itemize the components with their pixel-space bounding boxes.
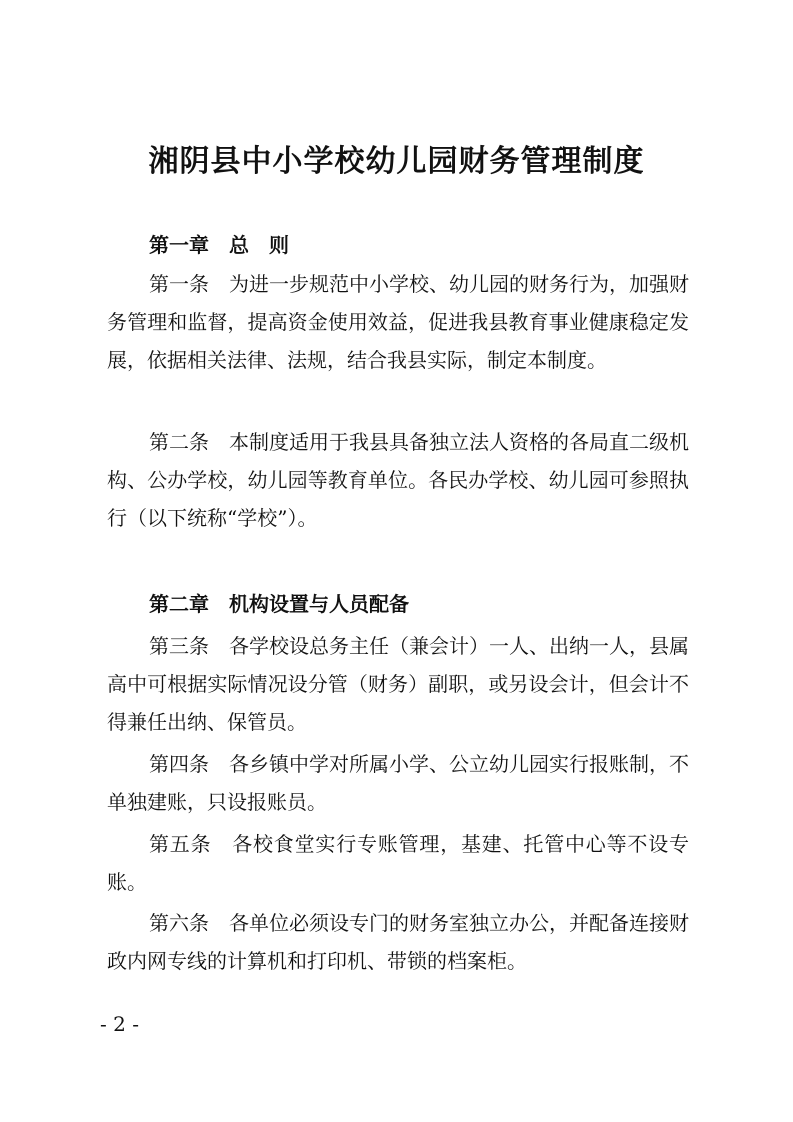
document-title: 湘阴县中小学校幼儿园财务管理制度 (148, 144, 645, 179)
article-1: 第一条 为进一步规范中小学校、幼儿园的财务行为，加强财务管理和监督，提高资金使用效益，促进我县教育事业健康稳定发展，依据相关法律、法规，结合我县实际，制定本制度。 (107, 272, 689, 372)
chapter-2-heading: 第二章 机构设置与人员配备 (149, 592, 409, 616)
article-3: 第三条 各学校设总务主任（兼会计）一人、出纳一人，县属高中可根据实际情况设分管（财务）副职，或另设会计，但会计不得兼任出纳、保管员。 (107, 634, 689, 734)
article-2: 第二条 本制度适用于我县具备独立法人资格的各局直二级机构、公办学校，幼儿园等教育单位。各民办学校、幼儿园可参照执行（以下统称“学校”）。 (107, 430, 689, 530)
page-number: - 2 - (100, 1012, 139, 1036)
article-4: 第四条 各乡镇中学对所属小学、公立幼儿园实行报账制，不单独建账，只设报账员。 (107, 752, 689, 814)
chapter-1-heading: 第一章 总 则 (149, 233, 289, 257)
article-6: 第六条 各单位必须设专门的财务室独立办公，并配备连接财政内网专线的计算机和打印机、带锁的档案柜。 (107, 911, 689, 973)
article-5: 第五条 各校食堂实行专账管理，基建、托管中心等不设专账。 (107, 832, 689, 894)
